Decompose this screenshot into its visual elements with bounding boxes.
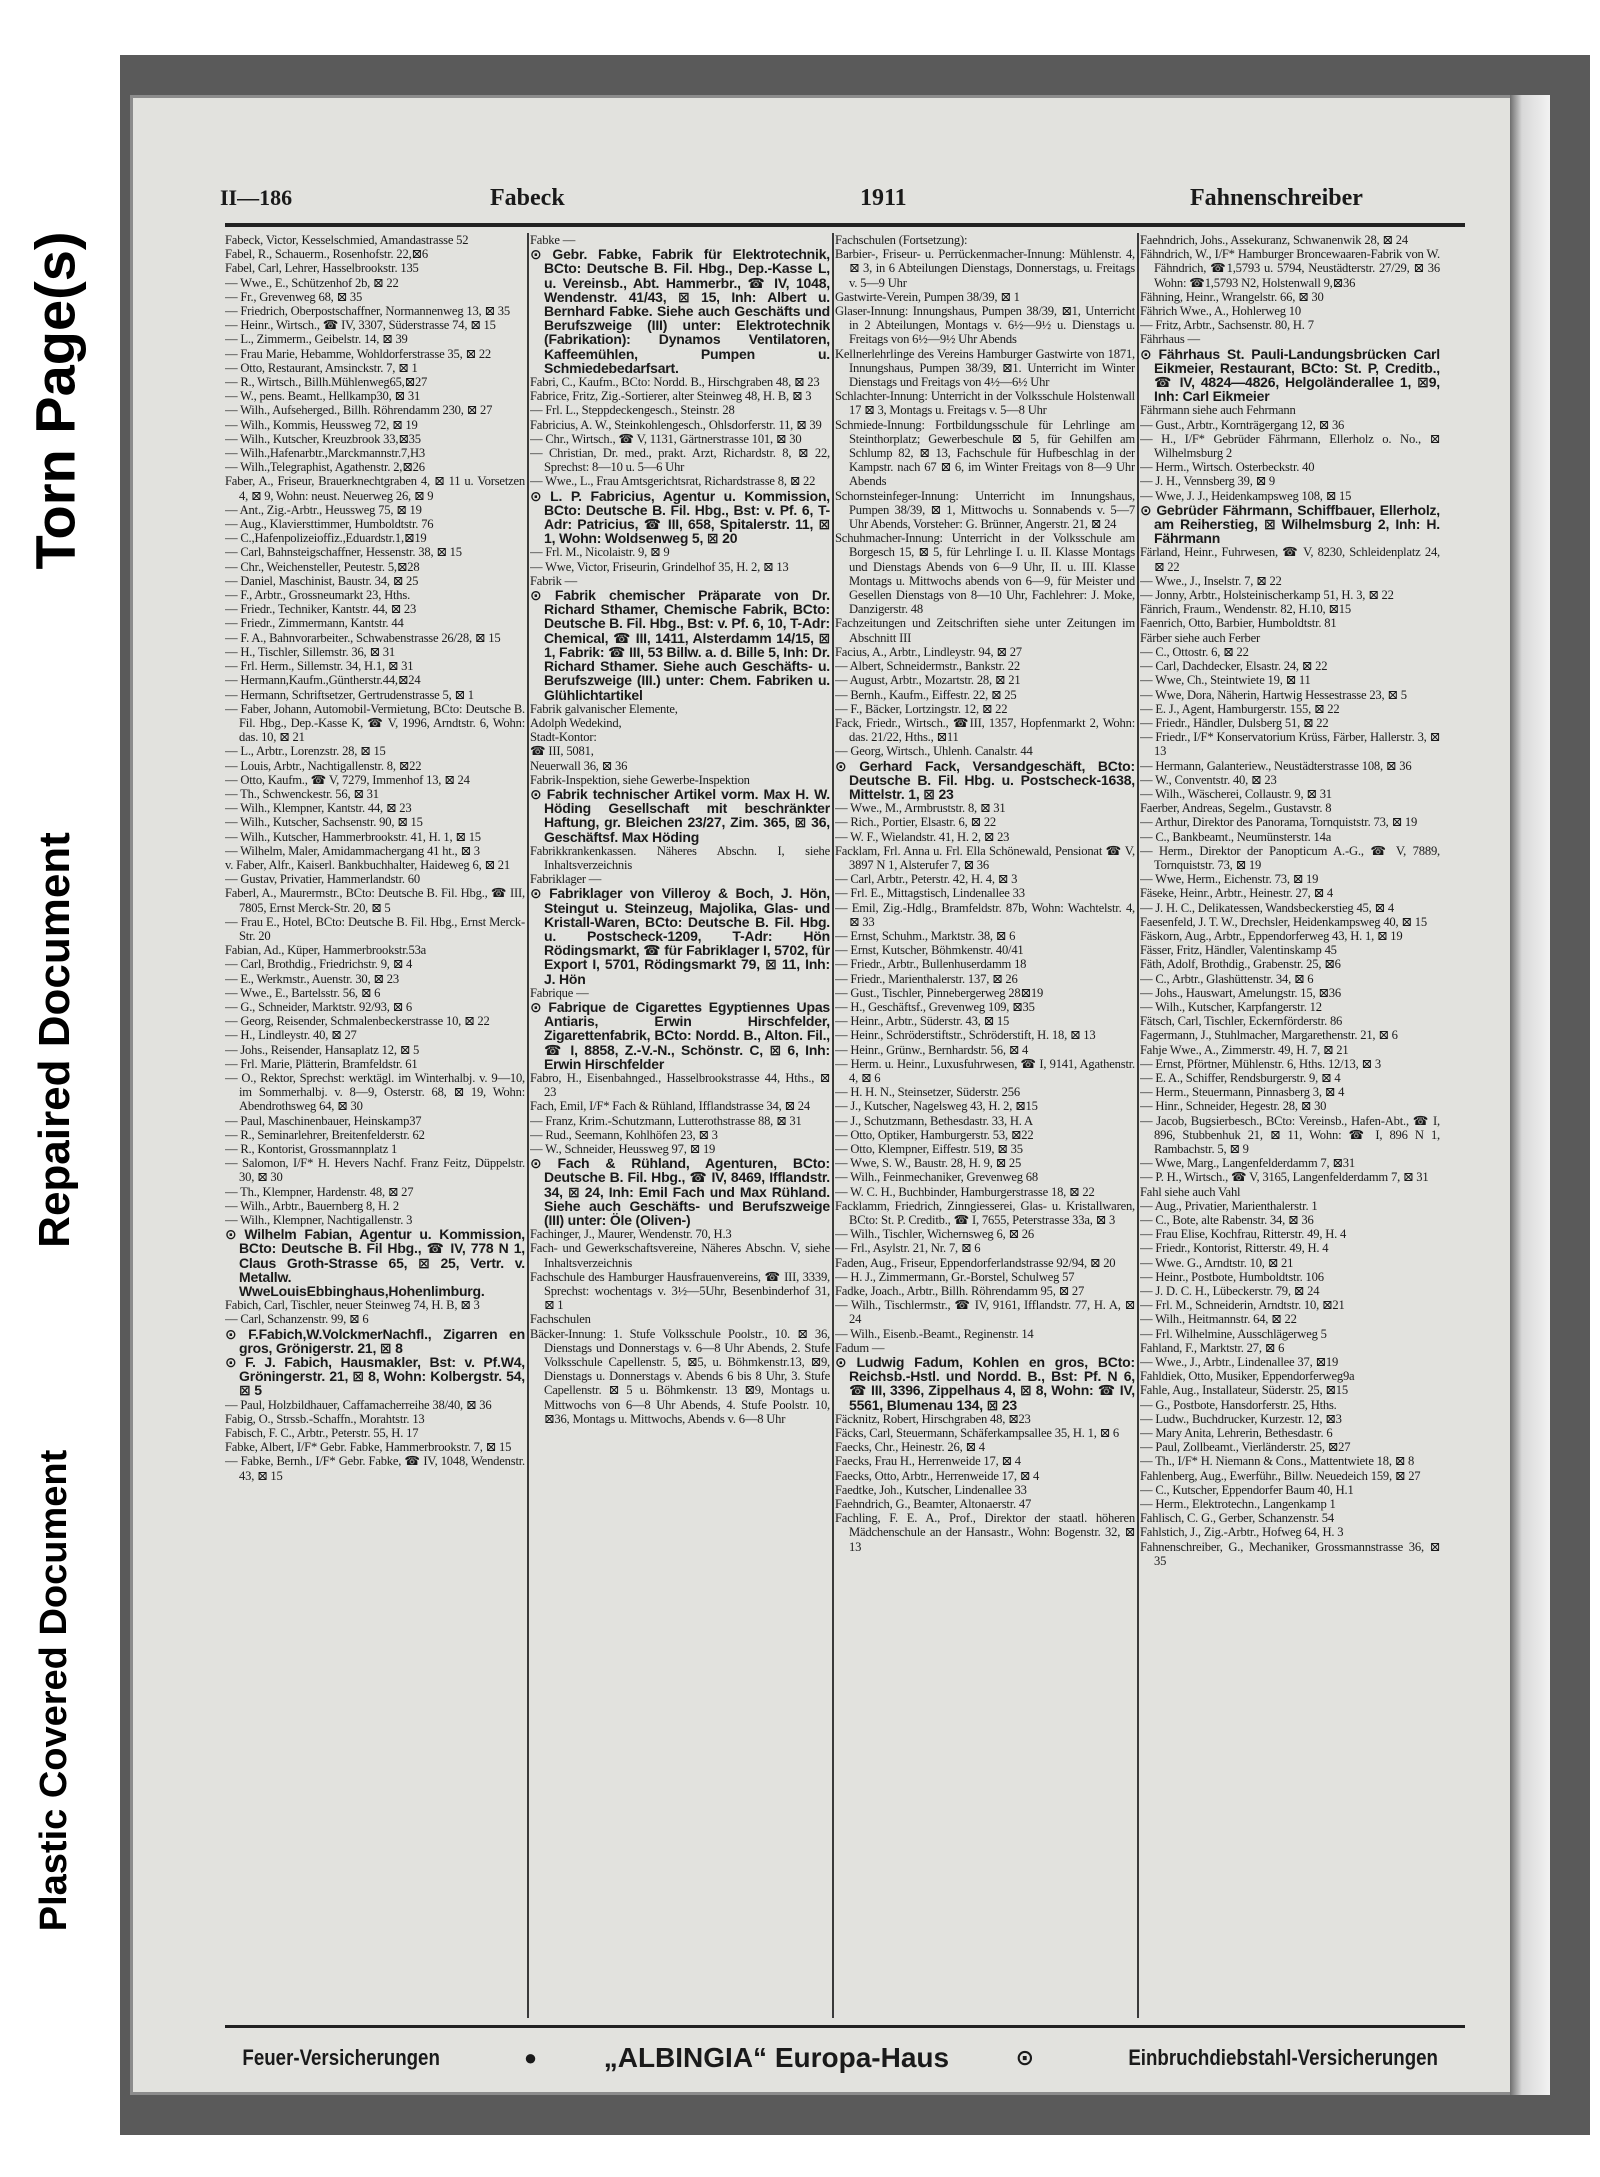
directory-entry: ⊙ Gebr. Fabke, Fabrik für Elektrotechnik, BCto: Deutsche B. Fil. Hbg., Dep.-Kasse L, u. Vereinsb., Abt. Hammerbr., ☎ IV, 1048, Wendenstr. 41/43, ⊠ 15, Inh: Albert u. Bernhard Fabke. Siehe auch Geschäfts und Berufszweige (III) unter: Elektrotechnik (Fabrikation): Dynamos Ventilatoren, Kaffeemühlen, Pumpen u. Schmiedebedarfsart. (530, 246, 830, 376)
repaired-document-label (0, 760, 110, 1320)
directory-entry: — Frl. E., Mittagstisch, Lindenallee 33 (835, 886, 1025, 901)
directory-entry: Facklamm, Friedrich, Zinngiesserei, Glas- u. Kristallwaren, BCto: St. P. Creditb., ☎ I, 7655, Peterstrasse 33a, ⊠ 3 (835, 1198, 1135, 1228)
directory-entry: — R., Kontorist, Grossmannplatz 1 (225, 1142, 398, 1156)
directory-entry: Glaser-Innung: Innungshaus, Pumpen 38/39, ⊠1, Unterricht in 2 Abteilungen, Montags v. 6½—9½ u. Dienstags u. Freitags von 6½—9½ Uhr Abends (835, 304, 1135, 347)
directory-entry: ⊙ Fährhaus St. Pauli-Landungsbrücken Carl Eikmeier, Restaurant, BCto: St. P, Creditb., ☎ IV, 4824—4826, Helgoländerallee 1, ⊠9, Inh: Carl Eikmeier (1140, 345, 1440, 405)
directory-entry: — Johs., Hauswart, Amelungstr. 15, ⊠36 (1140, 985, 1341, 1000)
directory-entry: — Johs., Reisender, Hansaplatz 12, ⊠ 5 (225, 1042, 420, 1057)
directory-entry: Faden, Aug., Friseur, Eppendorferlandstrasse 92/94, ⊠ 20 (835, 1255, 1116, 1270)
directory-entry: — Wilh., Wäscherei, Collaustr. 9, ⊠ 31 (1140, 786, 1332, 801)
directory-entry: — Louis, Arbtr., Nachtigallenstr. 8, ⊠22 (225, 758, 422, 773)
directory-entry: — Wwe., J., Inselstr. 7, ⊠ 22 (1140, 573, 1282, 588)
directory-entry: — Frl. Herm., Sillemstr. 34, H.1, ⊠ 31 (225, 659, 414, 674)
directory-entry: — Wilh., Kutscher, Karpfangerstr. 12 (1140, 999, 1322, 1014)
directory-entry: — Wilh., Klempner, Nachtigallenstr. 3 (225, 1213, 413, 1228)
directory-entry: Fahje Wwe., A., Zimmerstr. 49, H. 7, ⊠ 21 (1140, 1042, 1349, 1057)
directory-entry: — L., Arbtr., Lorenzstr. 28, ⊠ 15 (225, 744, 386, 759)
directory-entry: Fabrique — (530, 985, 589, 1000)
directory-entry: Fachschulen (Fortsetzung): (835, 233, 968, 247)
directory-entry: — Frl. M., Nicolaistr. 9, ⊠ 9 (530, 545, 670, 560)
directory-entry: — Rich., Portier, Elsastr. 6, ⊠ 22 (835, 815, 997, 830)
directory-entry: ⊙ Ludwig Fadum, Kohlen en gros, BCto: Reichsb.-Hstl. und Nordd. B., Bst: Pf. N 6, ☎ III, 3396, Zippelhaus 4, ⊠ 8, Wohn: ☎ IV, 5561, Blumenau 134, ⊠ 23 (835, 1354, 1135, 1413)
directory-entry: — Wwe, Marg., Langenfelderdamm 7, ⊠31 (1140, 1156, 1355, 1171)
directory-entry: Faerber, Andreas, Segelm., Gustavstr. 8 (1140, 801, 1332, 816)
column-divider (832, 233, 834, 2018)
directory-entry: — Chr., Wirtsch., ☎ V, 1131, Gärtnerstrasse 101, ⊠ 30 (530, 431, 802, 446)
directory-entry: ⊙ F.Fabich,W.VolckmerNachfl., Zigarren en gros, Grönigerstr. 21, ⊠ 8 (225, 1325, 525, 1356)
directory-entry: — Gust., Arbtr., Kornträgergang 12, ⊠ 36 (1140, 417, 1345, 432)
directory-entry: — R., Seminarlehrer, Breitenfelderstr. 62 (225, 1127, 425, 1142)
directory-entry: Fabisch, F. C., Arbtr., Peterstr. 55, H. 17 (225, 1426, 419, 1441)
directory-entry: — Wilh., Tischlermstr., ☎ IV, 9161, Ifflandstr. 77, H. A, ⊠ 24 (835, 1298, 1135, 1327)
column-1 (225, 233, 525, 2018)
column-divider (527, 233, 529, 2018)
directory-entry: — H., Tischler, Sillemstr. 36, ⊠ 31 (225, 644, 395, 659)
directory-entry: — Frau Elise, Kochfrau, Ritterstr. 49, H. 4 (1140, 1227, 1347, 1242)
page-header (220, 185, 1460, 219)
directory-entry: — C.,Hafenpolizeioffiz.,Eduardstr.1,⊠19 (225, 531, 427, 546)
directory-entry: — Wwe, J. J., Heidenkampsweg 108, ⊠ 15 (1140, 488, 1352, 503)
directory-entry: ⊙ Fabrik chemischer Präparate von Dr. Richard Sthamer, Chemische Fabrik, BCto: Deutsche B. Fil. Hbg., Bst: v. Pf. 6, 10, T-Adr: Chemical, ☎ III, 1411, Alsterdamm 14/15, ⊠ 1, Fabrik: ☎ III, 53 Billw. a. d. Bille 5, Inh: Dr. Richard Sthamer. Siehe auch Geschäfts- u. Berufszweige (III.) unter: Chem. Fabriken u. Glühlichtartikel (530, 587, 830, 703)
directory-entry: Fabrikkrankenkassen. Näheres Abschn. I, siehe Inhaltsverzeichnis (530, 843, 830, 872)
directory-entry: — Bernh., Kaufm., Eiffestr. 22, ⊠ 25 (835, 687, 1017, 702)
directory-entry: Schlachter-Innung: Unterricht in der Volksschule Holstenwall 17 ⊠ 3, Montags u. Freitags v. 5—8 Uhr (835, 389, 1135, 418)
header-rule (225, 223, 1465, 227)
directory-entry: — C., Bankbeamt., Neumünsterstr. 14a (1140, 829, 1332, 844)
directory-entry: Faecks, Otto, Arbtr., Herrenweide 17, ⊠ 4 (835, 1468, 1040, 1483)
directory-entry: — F. A., Bahnvorarbeiter., Schwabenstrasse 26/28, ⊠ 15 (225, 630, 501, 645)
directory-entry: Fätsch, Carl, Tischler, Eckernförderstr. 86 (1140, 1014, 1343, 1029)
directory-entry: Fabrice, Fritz, Zig.-Sortierer, alter Steinweg 48, H. B, ⊠ 3 (530, 389, 812, 404)
directory-entry: ☎ III, 5081, (530, 744, 594, 759)
directory-entry: Fabel, R., Schauerm., Rosenhofstr. 22,⊠6 (225, 247, 428, 262)
directory-entry: — Georg, Reisender, Schmalenbeckerstrasse 10, ⊠ 22 (225, 1014, 490, 1029)
directory-entry: Fabriklager — (530, 872, 602, 887)
directory-entry: Fährmann siehe auch Fehrmann (1140, 403, 1296, 418)
directory-entry: — Rud., Seemann, Kohlhöfen 23, ⊠ 3 (530, 1127, 718, 1142)
directory-entry: — Gustav, Privatier, Hammerlandstr. 60 (225, 872, 420, 887)
directory-entry: — Heinr., Grünw., Bernhardstr. 56, ⊠ 4 (835, 1042, 1029, 1057)
directory-entry: — C., Bote, alte Rabenstr. 34, ⊠ 36 (1140, 1213, 1314, 1228)
column-4 (1140, 233, 1440, 2018)
directory-entry: — Herm., Steuermann, Pinnasberg 3, ⊠ 4 (1140, 1085, 1345, 1100)
directory-entry: — O., Rektor, Sprechst: werktägl. im Winterhalbj. v. 9—10, im Sommerhalbj. v. 8—9, Osterstr. 68, ⊠ 19, Wohn: Abendrothsweg 64, ⊠ 30 (225, 1070, 525, 1114)
directory-entry: — E. J., Agent, Hamburgerstr. 155, ⊠ 22 (1140, 701, 1340, 716)
header-year: 1911 (860, 185, 907, 211)
directory-entry: Fahldiek, Otto, Musiker, Eppendorferweg9a (1140, 1369, 1355, 1384)
directory-entry: Faecks, Frau H., Herrenweide 17, ⊠ 4 (835, 1454, 1021, 1469)
directory-entry: — Gust., Tischler, Pinnebergerweg 28⊠19 (835, 985, 1044, 1000)
directory-entry: — Hinr., Schneider, Hegestr. 28, ⊠ 30 (1140, 1099, 1327, 1114)
directory-entry: — Wilh.,Telegraphist, Agathenstr. 2,⊠26 (225, 460, 425, 475)
directory-entry: — Frl. Wilhelmine, Ausschlägerweg 5 (1140, 1326, 1327, 1341)
directory-entry: Kellnerlehrlinge des Vereins Hamburger Gastwirte von 1871, Innungshaus, Pumpen 38/39, ⊠1. Unterricht im Winter Dienstags und Freitags von 4½—6½ Uhr (835, 346, 1135, 390)
bullet-icon: ● (523, 2044, 538, 2070)
plastic-covered-text: Plastic Covered Document (33, 1449, 76, 1931)
directory-entry: Fabke — (530, 233, 576, 247)
directory-entry: — R., Wirtsch., Billh.Mühlenweg65,⊠27 (225, 375, 428, 390)
header-first-entry: Fabeck (490, 185, 565, 211)
directory-entry: — Frau Marie, Hebamme, Wohldorferstrasse 35, ⊠ 22 (225, 346, 492, 361)
directory-entry: — Otto, Restaurant, Amsinckstr. 7, ⊠ 1 (225, 360, 418, 375)
directory-entry: — Ernst, Pförtner, Mühlenstr. 6, Hths. 12/13, ⊠ 3 (1140, 1056, 1381, 1071)
directory-entry: — Wwe., J., Arbtr., Lindenallee 37, ⊠19 (1140, 1355, 1339, 1370)
directory-entry: — August, Arbtr., Mozartstr. 28, ⊠ 21 (835, 673, 1021, 688)
directory-entry: Stadt-Kontor: (530, 730, 597, 745)
directory-entry: — P. H., Wirtsch., ☎ V, 3165, Langenfelderdamm 7, ⊠ 31 (1140, 1170, 1429, 1185)
directory-entry: Fachschule des Hamburger Hausfrauenvereins, ☎ III, 3339, Sprechst: wochentags v. 3½—5Uhr, Besenbinderhof 31, ⊠ 1 (530, 1269, 830, 1313)
directory-entry: — F., Bäcker, Lortzingstr. 12, ⊠ 22 (835, 701, 1008, 716)
directory-entry: — H. J., Zimmermann, Gr.-Borstel, Schulweg 57 (835, 1269, 1075, 1284)
directory-entry: Bäcker-Innung: 1. Stufe Volksschule Poolstr., 10. ⊠ 36, Dienstags und Donnerstags v. 6—8 Uhr Abends, 2. Stufe Volksschule Capellenstr. 5, ⊠5, u. Böhmkenstr.13, ⊠9, Dienstags u. Donnerstags v. Abends 6 bis 8 Uhr, 3. Stufe Capellenstr. ⊠ 5 u. Böhmkenstr. 13 ⊠9, Montags u. Mittwochs von 6—8 Uhr Abends, 4. Stufe Poolstr. 10, ⊠36, Montags u. Mittwochs, Abends v. 6—8 Uhr (530, 1326, 830, 1426)
directory-entry: Facius, A., Arbtr., Lindleystr. 94, ⊠ 27 (835, 644, 1022, 659)
directory-entry: ⊙ Fabriklager von Villeroy & Boch, J. Hön, Steingut u. Steinzeug, Majolika, Glas- und Kristall-Waren, BCto: Deutsche B. Fil. Hbg. u. Postscheck-1209, T-Adr: Hön Rödingsmarkt, ☎ für Fabriklager I, 5702, für Export I, 5701, Rödingsmarkt 79, ⊠ 11, Inh: J. Hön (530, 885, 830, 987)
directory-entry: — Franz, Krim.-Schutzmann, Lutterothstrasse 88, ⊠ 31 (530, 1113, 802, 1128)
directory-entry: Fähndrich, W., I/F* Hamburger Broncewaaren-Fabrik von W. Fähndrich, ☎1,5793 u. 5794, Neustädterstr. 27/29, ⊠ 36 Wohn: ☎1,5793 N2, Holstenwall 9,⊠36 (1140, 247, 1440, 290)
directory-entry: — Wilh., Feinmechaniker, Grevenweg 68 (835, 1170, 1038, 1185)
directory-entry: Fabri, C., Kaufm., BCto: Nordd. B., Hirschgraben 48, ⊠ 23 (530, 375, 820, 390)
directory-entry: — Wwe. G., Arndtstr. 10, ⊠ 21 (1140, 1255, 1294, 1270)
directory-entry: — Otto, Optiker, Hamburgerstr. 53, ⊠22 (835, 1127, 1034, 1142)
directory-entry: — Otto, Klempner, Eiffestr. 519, ⊠ 35 (835, 1142, 1023, 1156)
directory-entry: — Friedr., Arbtr., Bullenhuserdamm 18 (835, 957, 1027, 972)
directory-entry: Schuhmacher-Innung: Unterricht in der Volksschule am Borgesch 15, ⊠ 5, für Lehrlinge I. u. II. Klasse Montags und Dienstags Abends von 6—9 Uhr, II. u. III. Klasse Montags u. Mittwochs abends von 6—9, für Meister und Gesellen Dienstags von 8—10 Uhr, Fachlehrer: J. Moke, Danzigerstr. 48 (835, 531, 1135, 617)
directory-entry: — G., Schneider, Marktstr. 92/93, ⊠ 6 (225, 999, 412, 1014)
directory-entry: Fabich, Carl, Tischler, neuer Steinweg 74, H. B, ⊠ 3 (225, 1298, 480, 1313)
directory-entry: — C., Arbtr., Glashüttenstr. 34, ⊠ 6 (1140, 971, 1314, 986)
directory-entry: — Herm., Wirtsch. Osterbeckstr. 40 (1140, 460, 1315, 475)
directory-entry: ⊙ Fabrique de Cigarettes Egyptiennes Upas Antiaris, Erwin Hirschfelder, Zigarettenfabrik, BCto: Nordd. B., Alton. Fil., ☎ I, 8858, Z.-V.-N., Schönstr. C, ⊠ 6, Inh: Erwin Hirschfelder (530, 998, 830, 1072)
directory-entry: — Wilh., Tischler, Wichernsweg 6, ⊠ 26 (835, 1227, 1034, 1242)
directory-entry: — Carl, Schanzenstr. 99, ⊠ 6 (225, 1312, 369, 1327)
directory-entry: — Arthur, Direktor des Panorama, Tornquiststr. 73, ⊠ 19 (1140, 815, 1418, 830)
directory-entry: — W. C. H., Buchbinder, Hamburgerstrasse 18, ⊠ 22 (835, 1184, 1095, 1199)
column-2 (530, 233, 830, 2018)
directory-entry: — Ludw., Buchdrucker, Kurzestr. 12, ⊠3 (1140, 1411, 1342, 1426)
directory-entry: — Wilh., Kutscher, Sachsenstr. 90, ⊠ 15 (225, 815, 423, 830)
directory-entry: — G., Postbote, Hansdorferstr. 25, Hths. (1140, 1397, 1337, 1412)
directory-entry: — Hermann, Galanteriew., Neustädterstrasse 108, ⊠ 36 (1140, 758, 1412, 773)
directory-entry: — W., Schneider, Heussweg 97, ⊠ 19 (530, 1142, 716, 1156)
directory-entry: — L., Zimmerm., Geibelstr. 14, ⊠ 39 (225, 332, 408, 347)
directory-entry: — Wilh., Kutscher, Hammerbrookstr. 41, H. 1, ⊠ 15 (225, 829, 481, 844)
directory-entry: Fäth, Adolf, Brothdig., Grabenstr. 25, ⊠6 (1140, 957, 1341, 972)
directory-entry: — Wwe, Victor, Friseurin, Grindelhof 35, H. 2, ⊠ 13 (530, 559, 789, 574)
directory-entry: — Friedr., Techniker, Kantstr. 44, ⊠ 23 (225, 602, 417, 617)
directory-entry: — Paul, Holzbildhauer, Caffamacherreihe 38/40, ⊠ 36 (225, 1397, 492, 1412)
directory-entry: Fabeck, Victor, Kesselschmied, Amandastrasse 52 (225, 233, 469, 247)
directory-entry: — Ant., Zig.-Arbtr., Heussweg 75, ⊠ 19 (225, 502, 422, 517)
directory-entry: — Frau E., Hotel, BCto: Deutsche B. Fil. Hbg., Ernst Merck-Str. 20 (225, 914, 525, 943)
directory-entry: Facklam, Frl. Anna u. Frl. Ella Schönewald, Pensionat ☎ V, 3897 N 1, Alsterufer 7, ⊠ 36 (835, 843, 1135, 872)
directory-entry: — Wilh., Arbtr., Bauernberg 8, H. 2 (225, 1198, 399, 1213)
directory-entry: Fährhaus — (1140, 332, 1200, 347)
directory-entry: — Wilh., Kommis, Heussweg 72, ⊠ 19 (225, 417, 418, 432)
column-divider (1137, 233, 1139, 2018)
directory-entry: ⊙ Fabrik technischer Artikel vorm. Max H. W. Höding Gesellschaft mit beschränkter Haftung, gr. Bleichen 23/27, Zim. 365, ⊠ 36, Geschäftsf. Max Höding (530, 785, 830, 845)
directory-entry: — Fr., Grevenweg 68, ⊠ 35 (225, 289, 363, 304)
directory-entry: — H., Lindleystr. 40, ⊠ 27 (225, 1028, 357, 1043)
directory-entry: — Wilh., Eisenb.-Beamt., Reginenstr. 14 (835, 1326, 1034, 1341)
directory-entry: Fagermann, J., Stuhlmacher, Margarethenstr. 21, ⊠ 6 (1140, 1028, 1398, 1043)
directory-entry: Gastwirte-Verein, Pumpen 38/39, ⊠ 1 (835, 289, 1020, 304)
directory-entry: — Th., Schwenckestr. 56, ⊠ 31 (225, 786, 379, 801)
directory-entry: — Herm. u. Heinr., Luxusfuhrwesen, ☎ I, 9141, Agathenstr. 4, ⊠ 6 (835, 1056, 1135, 1085)
directory-entry: — Wwe, Herm., Eichenstr. 73, ⊠ 19 (1140, 872, 1319, 887)
directory-entry: — Heinr., Wirtsch., ☎ IV, 3307, Süderstrasse 74, ⊠ 15 (225, 318, 496, 333)
directory-entry: — Wilh., Heitmannstr. 64, ⊠ 22 (1140, 1312, 1297, 1327)
directory-entry: — Fritz, Arbtr., Sachsenstr. 80, H. 7 (1140, 318, 1314, 333)
directory-entry: — Friedr., I/F* Konservatorium Krüss, Färber, Hallerstr. 3, ⊠ 13 (1140, 730, 1440, 759)
directory-entry: — W. F., Wielandstr. 41, H. 2, ⊠ 23 (835, 829, 1010, 844)
directory-entry: — Christian, Dr. med., prakt. Arzt, Richardstr. 8, ⊠ 22, Sprechst: 8—10 u. 5—6 Uhr (530, 446, 830, 475)
directory-entry: ⊙ Gerhard Fack, Versandgeschäft, BCto: Deutsche B. Fil. Hbg. u. Postscheck-1638, Mittelstr. 1, ⊠ 23 (835, 757, 1135, 802)
directory-entry: — Wilh.,Hafenarbtr.,Marckmannstr.7,H3 (225, 446, 425, 461)
directory-entry: Adolph Wedekind, (530, 715, 622, 730)
directory-entry: — Friedr., Marienthalerstr. 137, ⊠ 26 (835, 971, 1018, 986)
directory-entry: Fäskorn, Aug., Arbtr., Eppendorferweg 43, H. 1, ⊠ 19 (1140, 928, 1403, 943)
directory-entry: Barbier-, Friseur- u. Perrückenmacher-Innung: Mühlenstr. 4, ⊠ 3, in 6 Abteilungen Dienstags, Donnerstags, u. Freitags v. 5—9 Uhr (835, 247, 1135, 290)
directory-entry: — H., Geschäftsf., Grevenweg 109, ⊠35 (835, 999, 1035, 1014)
footer-left-text: Feuer-Versicherungen (242, 2044, 440, 2070)
directory-entry: — Ernst, Schuhm., Marktstr. 38, ⊠ 6 (835, 928, 1016, 943)
directory-entry: — Paul, Maschinenbauer, Heinskamp37 (225, 1113, 422, 1128)
footer-rule (225, 2025, 1465, 2028)
directory-entry: Fährich Wwe., A., Hohlerweg 10 (1140, 304, 1301, 319)
directory-entry: — Frl. M., Schneiderin, Arndtstr. 10, ⊠21 (1140, 1298, 1345, 1313)
column-3 (835, 233, 1135, 2018)
directory-entry: Fäcks, Carl, Steuermann, Schäferkampsallee 35, H. 1, ⊠ 6 (835, 1426, 1120, 1441)
directory-entry: — Carl, Arbtr., Peterstr. 42, H. 4, ⊠ 3 (835, 872, 1018, 887)
directory-entry: — J., Kutscher, Nagelsweg 43, H. 2, ⊠15 (835, 1099, 1038, 1114)
directory-entry: Faenrich, Otto, Barbier, Humboldtstr. 81 (1140, 616, 1337, 631)
directory-entry: Schornsteinfeger-Innung: Unterricht im Innungshaus, Pumpen 38/39, ⊠ 1, Mittwochs u. Sonnabends v. 5—7 Uhr Abends, Vorsteher: G. Brünner, Angerstr. 21, ⊠ 24 (835, 488, 1135, 532)
directory-entry: — Wilh., Kutscher, Kreuzbrook 33,⊠35 (225, 431, 421, 446)
directory-entry: — Chr., Weichensteller, Peutestr. 5,⊠28 (225, 559, 420, 574)
directory-entry: — Wwe, Ch., Steintwiete 19, ⊠ 11 (1140, 673, 1311, 688)
directory-entry: — Friedr., Zimmermann, Kantstr. 44 (225, 616, 404, 631)
directory-entry: — Herm., Direktor der Panopticum A.-G., ☎ V, 7889, Tornquiststr. 73, ⊠ 19 (1140, 843, 1440, 872)
directory-entry: Fach, Emil, I/F* Fach & Rühland, Ifflandstrasse 34, ⊠ 24 (530, 1099, 810, 1114)
directory-entry: — Paul, Zollbeamt., Vierländerstr. 25, ⊠27 (1140, 1440, 1351, 1455)
page-number: II—186 (220, 185, 293, 210)
directory-entry: Fänrich, Fraum., Wendenstr. 82, H.10, ⊠15 (1140, 602, 1351, 617)
directory-entry: — Wwe., E., Bartelsstr. 56, ⊠ 6 (225, 985, 381, 1000)
footer-right-text: Einbruchdiebstahl-Versicherungen (1127, 2044, 1438, 2070)
directory-entry: — Frl. Marie, Plätterin, Bramfeldstr. 61 (225, 1056, 418, 1071)
directory-entry: Fahnenschreiber, G., Mechaniker, Grossmannstrasse 36, ⊠ 35 (1140, 1539, 1440, 1568)
directory-page (130, 95, 1550, 2095)
directory-entry: — Frl. L., Steppdeckengesch., Steinstr. 28 (530, 403, 735, 418)
directory-entry: — Heinr., Schröderstiftstr., Schröderstift, H. 18, ⊠ 13 (835, 1028, 1096, 1043)
directory-entry: — E. A., Schiffer, Rendsburgerstr. 9, ⊠ 4 (1140, 1070, 1341, 1085)
directory-entry: Fähning, Heinr., Wrangelstr. 66, ⊠ 30 (1140, 289, 1324, 304)
directory-entry: — Heinr., Postbote, Humboldtstr. 106 (1140, 1269, 1324, 1284)
directory-entry: Fadke, Joach., Arbtr., Billh. Röhrendamm 95, ⊠ 27 (835, 1284, 1085, 1299)
directory-entry: — Friedr., Kontorist, Ritterstr. 49, H. 4 (1140, 1241, 1329, 1256)
directory-entry: — Mary Anita, Lehrerin, Bethesdastr. 6 (1140, 1426, 1333, 1441)
directory-entry: Fabrik — (530, 573, 578, 588)
directory-entry: ⊙ L. P. Fabricius, Agentur u. Kommission, BCto: Deutsche B. Fil. Hbg., Bst: v. Pf. 6, T-Adr: Patricius, ☎ III, 658, Spitalerstr. 11, ⊠ 1, Wohn: Woldsenweg 5, ⊠ 20 (530, 487, 830, 547)
directory-entry: Faber, A., Friseur, Brauerknechtgraben 4, ⊠ 11 u. Vorsetzen 4, ⊠ 9, Wohn: neust. Neuerweg 26, ⊠ 9 (225, 474, 525, 503)
directory-entry: — H. H. N., Steinsetzer, Süderstr. 256 (835, 1085, 1020, 1100)
directory-entry: — J. H. C., Delikatessen, Wandsbeckerstieg 45, ⊠ 4 (1140, 900, 1394, 915)
directory-entry: — Otto, Kaufm., ☎ V, 7279, Immenhof 13, ⊠ 24 (225, 772, 470, 787)
directory-entry: — Albert, Schneidermstr., Bankstr. 22 (835, 659, 1020, 674)
directory-entry: Fahle, Aug., Installateur, Süderstr. 25, ⊠15 (1140, 1383, 1348, 1398)
directory-entry: — Jonny, Arbtr., Holsteinischerkamp 51, H. 3, ⊠ 22 (1140, 588, 1394, 603)
directory-entry: Faecks, Chr., Heinestr. 26, ⊠ 4 (835, 1440, 985, 1455)
directory-entry: Fahlisch, C. G., Gerber, Schanzenstr. 54 (1140, 1511, 1335, 1526)
directory-entry: — Wilh., Klempner, Kantstr. 44, ⊠ 23 (225, 801, 412, 816)
directory-entry: ⊙ F. J. Fabich, Hausmakler, Bst: v. Pf.W4, Gröningerstr. 21, ⊠ 8, Wohn: Kolbergstr. 54, ⊠ 5 (225, 1354, 525, 1399)
directory-entry: Fadum — (835, 1340, 885, 1355)
directory-entry: Fäcknitz, Robert, Hirschgraben 48, ⊠23 (835, 1411, 1031, 1426)
directory-entry: Faesenfeld, J. T. W., Drechsler, Heidenkampsweg 40, ⊠ 15 (1140, 914, 1427, 929)
directory-entry: ⊙ Fach & Rühland, Agenturen, BCto: Deutsche B. Fil. Hbg., ☎ IV, 8469, Ifflandstr. 34, ⊠ 24, Inh: Emil Fach und Max Rühland. Siehe auch Geschäfts- und Berufszweige (III) unter: Öle (Oliven-) (530, 1155, 830, 1229)
directory-entry: — W., pens. Beamt., Hellkamp30, ⊠ 31 (225, 389, 421, 404)
directory-entry: Schmiede-Innung: Fortbildungsschule für Lehrlinge am Steinthorplatz; Gewerbeschule ⊠ 5, für Gehilfen am Schlump 82, ⊠ 13, Fachschule für Hufbeschlag in der Kampstr. nach 67 ⊠ 6, im Winter Freitags von 8—9 Uhr Abends (835, 417, 1135, 489)
footer-center-text: „ALBINGIA“ Europa-Haus (603, 2041, 950, 2073)
directory-entry: — J. D. C. H., Lübeckerstr. 79, ⊠ 24 (1140, 1284, 1320, 1299)
directory-entry: Fachschulen (530, 1312, 591, 1327)
directory-entry: — Friedr., Händler, Dulsberg 51, ⊠ 22 (1140, 715, 1329, 730)
directory-entry: Fahland, F., Marktstr. 27, ⊠ 6 (1140, 1340, 1285, 1355)
directory-entry: — Carl, Brothdig., Friedrichstr. 9, ⊠ 4 (225, 957, 413, 972)
directory-entry: — W., Conventstr. 40, ⊠ 23 (1140, 772, 1277, 787)
directory-entry: — Daniel, Maschinist, Baustr. 34, ⊠ 25 (225, 573, 419, 588)
directory-entry: Fahlstich, J., Zig.-Arbtr., Hofweg 64, H. 3 (1140, 1525, 1344, 1540)
directory-entry: — Wilh., Aufseherged., Billh. Röhrendamm 230, ⊠ 27 (225, 403, 493, 418)
directory-entry: — Fabke, Bernh., I/F* Gebr. Fabke, ☎ IV, 1048, Wendenstr. 43, ⊠ 15 (225, 1454, 525, 1483)
directory-entry: Fachzeitungen und Zeitschriften siehe unter Zeitungen im Abschnitt III (835, 616, 1135, 645)
directory-entry: — Wwe., L., Frau Amtsgerichtsrat, Richardstrasse 8, ⊠ 22 (530, 474, 816, 489)
directory-entry: — Wwe, S. W., Baustr. 28, H. 9, ⊠ 25 (835, 1156, 1022, 1171)
directory-entry: Faberl, A., Maurermstr., BCto: Deutsche B. Fil. Hbg., ☎ III, 7805, Ernst Merck-Str. 20, ⊠ 5 (225, 886, 525, 915)
directory-entry: Neuerwall 36, ⊠ 36 (530, 758, 628, 773)
directory-entry: ⊙ Wilhelm Fabian, Agentur u. Kommission, BCto: Deutsche B. Fil Hbg., ☎ IV, 778 N 1, Claus Groth-Strasse 65, ⊠ 25, Vertr. v. Metallw. WweLouisEbbinghaus,Hohenlimburg. (225, 1226, 525, 1300)
directory-entry: Fabig, O., Strssb.-Schaffn., Morahtstr. 13 (225, 1411, 425, 1426)
directory-entry: — H., I/F* Gebrüder Fährmann, Ellerholz o. No., ⊠ Wilhelmsburg 2 (1140, 431, 1440, 461)
directory-entry: Faehndrich, Johs., Assekuranz, Schwanenwik 28, ⊠ 24 (1140, 233, 1408, 247)
directory-entry: — Wilhelm, Maler, Amidammachergang 41 ht., ⊠ 3 (225, 843, 480, 858)
directory-entry: — J., Schutzmann, Bethesdastr. 33, H. A (835, 1113, 1033, 1128)
directory-entry: — Frl., Asylstr. 21, Nr. 7, ⊠ 6 (835, 1241, 981, 1256)
directory-entry: — Carl, Dachdecker, Elsastr. 24, ⊠ 22 (1140, 659, 1328, 674)
directory-entry: Faehndrich, G., Beamter, Altonaerstr. 47 (835, 1497, 1032, 1512)
directory-entry: — C., Ottostr. 6, ⊠ 22 (1140, 644, 1249, 659)
directory-entry: — Georg, Wirtsch., Uhlenh. Canalstr. 44 (835, 744, 1033, 759)
directory-entry: Fässer, Fritz, Händler, Valentinskamp 45 (1140, 943, 1337, 958)
directory-entry: Fahl siehe auch Vahl (1140, 1184, 1241, 1199)
directory-entry: Fäseke, Heinr., Arbtr., Heinestr. 27, ⊠ 4 (1140, 886, 1333, 901)
directory-entry: Fabrik galvanischer Elemente, (530, 701, 678, 716)
directory-entry: — E., Werkmstr., Auenstr. 30, ⊠ 23 (225, 971, 399, 986)
directory-entry: Fabel, Carl, Lehrer, Hasselbrookstr. 135 (225, 261, 419, 276)
directory-entry: Färland, Heinr., Fuhrwesen, ☎ V, 8230, Schleidenplatz 24, ⊠ 22 (1140, 545, 1440, 574)
directory-entry: — Heinr., Arbtr., Süderstr. 43, ⊠ 15 (835, 1014, 1010, 1029)
directory-entry: Faedtke, Joh., Kutscher, Lindenallee 33 (835, 1482, 1027, 1497)
directory-entry: — Jacob, Bugsierbesch., BCto: Vereinsb., Hafen-Abt., ☎ I, 896, Stubbenhuk 21, ⊠ 11, Wohn: ☎ I, 896 N 1, Rambachstr. 5, ⊠ 9 (1140, 1113, 1440, 1156)
directory-entry: — Salomon, I/F* H. Hevers Nachf. Franz Feitz, Düppelstr. 30, ⊠ 30 (225, 1156, 525, 1185)
directory-entry: — Wwe, Dora, Näherin, Hartwig Hessestrasse 23, ⊠ 5 (1140, 687, 1407, 702)
circle-bullet-icon: ⊙ (1015, 2044, 1035, 2070)
directory-entry: Fach- und Gewerkschaftsvereine, Näheres Abschn. V, siehe Inhaltsverzeichnis (530, 1241, 830, 1270)
directory-entry: — Emil, Zig.-Hdlg., Bramfeldstr. 87b, Wohn: Wachtelstr. 4, ⊠ 33 (835, 900, 1135, 929)
header-last-entry: Fahnenschreiber (1190, 185, 1363, 211)
advertisement-footer (225, 2035, 1465, 2080)
directory-entry: Fabro, H., Eisenbahnged., Hasselbrookstrasse 44, Hths., ⊠ 23 (530, 1070, 830, 1100)
directory-entry: — Ernst, Kutscher, Böhmkenstr. 40/41 (835, 943, 1024, 958)
directory-entry: — Herm., Elektrotechn., Langenkamp 1 (1140, 1497, 1336, 1512)
torn-pages-text: Torn Page(s) (23, 230, 87, 570)
directory-entry: Fack, Friedr., Wirtsch., ☎III, 1357, Hopfenmarkt 2, Wohn: das. 21/22, Hths., ⊠11 (835, 715, 1135, 745)
directory-entry: — Aug., Klaviersttimmer, Humboldtstr. 76 (225, 517, 434, 532)
directory-entry: Fabian, Ad., Küper, Hammerbrookstr.53a (225, 943, 427, 958)
directory-entry: — Wwe., M., Armbruststr. 8, ⊠ 31 (835, 801, 1006, 816)
directory-entry: — J. H., Vennsberg 39, ⊠ 9 (1140, 474, 1276, 489)
directory-entry: ⊙ Gebrüder Fährmann, Schiffbauer, Ellerholz, am Reiherstieg, ⊠ Wilhelmsburg 2, Inh: H. Fährmann (1140, 501, 1440, 547)
directory-entry: Fahlenberg, Aug., Ewerführ., Billw. Neuedeich 159, ⊠ 27 (1140, 1468, 1421, 1483)
directory-entry: Fabrik-Inspektion, siehe Gewerbe-Inspektion (530, 772, 750, 787)
directory-entry: — Friedrich, Oberpostschaffner, Normannenweg 13, ⊠ 35 (225, 304, 510, 319)
directory-entry: — Faber, Johann, Automobil-Vermietung, BCto: Deutsche B. Fil. Hbg., Dep.-Kasse K, ☎ V, 1996, Arndtstr. 6, Wohn: das. 10, ⊠ 21 (225, 701, 525, 745)
directory-entry: — Wwe., E., Schützenhof 2b, ⊠ 22 (225, 275, 399, 290)
directory-entry: — Hermann,Kaufm.,Güntherstr.44,⊠24 (225, 673, 421, 688)
directory-entry: — Aug., Privatier, Marienthalerstr. 1 (1140, 1198, 1318, 1213)
torn-pages-label (0, 40, 110, 760)
repaired-document-text: Repaired Document (30, 832, 80, 1248)
page-edge-strip (1510, 95, 1550, 2095)
directory-entry: Fachling, F. E. A., Prof., Direktor der staatl. höheren Mädchenschule an der Hansastr., Wohn: Bogenstr. 32, ⊠ 13 (835, 1511, 1135, 1554)
directory-entry: — C., Kutscher, Eppendorfer Baum 40, H.1 (1140, 1482, 1354, 1497)
directory-entry: — Th., Klempner, Hardenstr. 48, ⊠ 27 (225, 1184, 414, 1199)
directory-entry: v. Faber, Alfr., Kaiserl. Bankbuchhalter, Haideweg 6, ⊠ 21 (225, 857, 510, 872)
directory-entry: — Th., I/F* H. Niemann & Cons., Mattentwiete 18, ⊠ 8 (1140, 1454, 1415, 1469)
directory-entry: — F., Arbtr., Grossneumarkt 23, Hths. (225, 588, 411, 603)
plastic-covered-label (0, 1330, 110, 2050)
directory-entry: — Hermann, Schriftsetzer, Gertrudenstrasse 5, ⊠ 1 (225, 687, 474, 702)
directory-entry: Fabke, Albert, I/F* Gebr. Fabke, Hammerbrookstr. 7, ⊠ 15 (225, 1440, 512, 1455)
directory-entry: — Carl, Bahnsteigschaffner, Hessenstr. 38, ⊠ 15 (225, 545, 462, 560)
directory-entry: Färber siehe auch Ferber (1140, 630, 1261, 645)
directory-entry: Fabricius, A. W., Steinkohlengesch., Ohlsdorferstr. 11, ⊠ 39 (530, 417, 822, 432)
directory-entry: Fachinger, J., Maurer, Wendenstr. 70, H.3 (530, 1227, 732, 1242)
